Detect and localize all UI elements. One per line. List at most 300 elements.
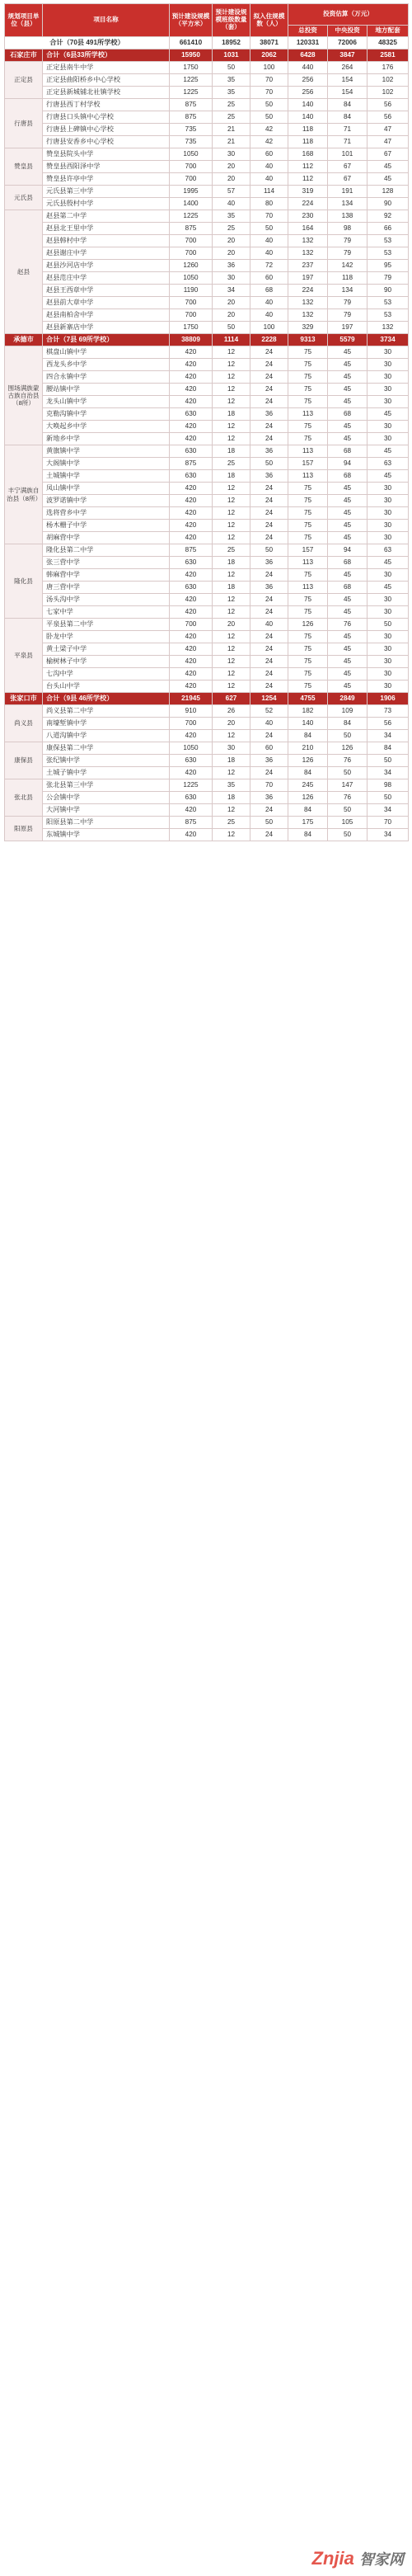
students-cell: 24 (250, 421, 288, 433)
central-cell: 76 (328, 755, 368, 767)
central-cell: 67 (328, 173, 368, 186)
classes-cell: 25 (213, 817, 250, 829)
area-cell: 420 (170, 483, 213, 495)
local-cell: 79 (368, 272, 409, 285)
region-cell: 丰宁满族自治县（8所） (5, 445, 43, 544)
area-cell: 420 (170, 730, 213, 742)
students-cell: 52 (250, 705, 288, 718)
local-cell: 128 (368, 186, 409, 198)
central-cell: 67 (328, 161, 368, 173)
area-cell: 910 (170, 705, 213, 718)
area-cell: 630 (170, 582, 213, 594)
classes-cell: 25 (213, 458, 250, 470)
local-cell: 30 (368, 359, 409, 371)
region-cell: 平泉县 (5, 619, 43, 693)
section-subtotal-total: 4755 (288, 693, 328, 705)
table-row (5, 396, 409, 408)
area-cell: 1225 (170, 779, 213, 792)
students-cell: 50 (250, 99, 288, 111)
section-subtotal-area: 21945 (170, 693, 213, 705)
students-cell: 70 (250, 779, 288, 792)
area-cell: 1750 (170, 322, 213, 334)
students-cell: 24 (250, 631, 288, 643)
section-subtotal-row (5, 693, 409, 705)
central-cell: 79 (328, 309, 368, 322)
students-cell: 40 (250, 309, 288, 322)
classes-cell: 40 (213, 198, 250, 210)
area-cell: 875 (170, 111, 213, 124)
region-cell: 张北县 (5, 779, 43, 817)
local-cell: 50 (368, 619, 409, 631)
area-cell: 420 (170, 767, 213, 779)
table-row (5, 656, 409, 668)
area-cell: 420 (170, 631, 213, 643)
students-cell: 24 (250, 346, 288, 359)
classes-cell: 18 (213, 470, 250, 483)
students-cell: 70 (250, 210, 288, 223)
central-cell: 45 (328, 483, 368, 495)
classes-cell: 20 (213, 619, 250, 631)
central-cell: 45 (328, 532, 368, 544)
total-cell: 113 (288, 445, 328, 458)
local-cell: 98 (368, 779, 409, 792)
area-cell: 630 (170, 792, 213, 804)
total-cell: 84 (288, 767, 328, 779)
students-cell: 80 (250, 198, 288, 210)
classes-cell: 26 (213, 705, 250, 718)
school-name-cell: 大阁镇中学 (43, 458, 170, 470)
students-cell: 24 (250, 507, 288, 520)
classes-cell: 12 (213, 767, 250, 779)
table-header (5, 4, 409, 37)
total-cell: 224 (288, 285, 328, 297)
table-row (5, 557, 409, 569)
students-cell: 24 (250, 656, 288, 668)
table-row (5, 87, 409, 99)
total-cell: 175 (288, 817, 328, 829)
classes-cell: 36 (213, 260, 250, 272)
table-row (5, 483, 409, 495)
table-row (5, 433, 409, 445)
section-city-label: 石家庄市 (5, 49, 43, 62)
total-cell: 319 (288, 186, 328, 198)
investment-table (4, 3, 409, 841)
students-cell: 100 (250, 322, 288, 334)
total-cell: 132 (288, 235, 328, 247)
students-cell: 24 (250, 396, 288, 408)
classes-cell: 50 (213, 62, 250, 74)
students-cell: 70 (250, 74, 288, 87)
total-cell: 256 (288, 74, 328, 87)
central-cell: 45 (328, 421, 368, 433)
classes-cell: 12 (213, 483, 250, 495)
table-row (5, 643, 409, 656)
school-name-cell: 卧龙中学 (43, 631, 170, 643)
classes-cell: 20 (213, 297, 250, 309)
students-cell: 24 (250, 643, 288, 656)
total-cell: 118 (288, 136, 328, 148)
central-cell: 50 (328, 829, 368, 841)
area-cell: 630 (170, 470, 213, 483)
school-name-cell: 康保县第二中学 (43, 742, 170, 755)
students-cell: 100 (250, 62, 288, 74)
table-row (5, 680, 409, 693)
section-city-label: 张家口市 (5, 693, 43, 705)
section-subtotal-area: 38809 (170, 334, 213, 346)
table-row (5, 730, 409, 742)
classes-cell: 30 (213, 148, 250, 161)
central-cell: 45 (328, 594, 368, 606)
school-name-cell: 台头山中学 (43, 680, 170, 693)
region-cell: 隆化县 (5, 544, 43, 619)
total-cell: 132 (288, 297, 328, 309)
central-cell: 45 (328, 520, 368, 532)
area-cell: 1225 (170, 210, 213, 223)
classes-cell: 12 (213, 495, 250, 507)
central-cell: 50 (328, 804, 368, 817)
area-cell: 735 (170, 136, 213, 148)
area-cell: 1050 (170, 148, 213, 161)
area-cell: 1750 (170, 62, 213, 74)
central-cell: 134 (328, 285, 368, 297)
local-cell: 84 (368, 742, 409, 755)
local-cell: 34 (368, 804, 409, 817)
local-cell: 30 (368, 384, 409, 396)
table-row (5, 247, 409, 260)
area-cell: 875 (170, 99, 213, 111)
table-row (5, 74, 409, 87)
local-cell: 90 (368, 285, 409, 297)
local-cell: 50 (368, 755, 409, 767)
students-cell: 36 (250, 557, 288, 569)
local-cell: 45 (368, 557, 409, 569)
students-cell: 70 (250, 87, 288, 99)
area-cell: 420 (170, 495, 213, 507)
total-cell: 140 (288, 718, 328, 730)
total-cell: 126 (288, 619, 328, 631)
students-cell: 24 (250, 532, 288, 544)
school-name-cell: 隆化县第二中学 (43, 544, 170, 557)
section-subtotal-label: 合计（9县 46所学校） (43, 693, 170, 705)
total-cell: 157 (288, 458, 328, 470)
total-cell: 84 (288, 804, 328, 817)
students-cell: 24 (250, 495, 288, 507)
table-row (5, 297, 409, 309)
section-subtotal-central: 5579 (328, 334, 368, 346)
area-cell: 1190 (170, 285, 213, 297)
watermark-brand: Znjia (311, 2548, 354, 2569)
classes-cell: 18 (213, 408, 250, 421)
section-subtotal-area: 15950 (170, 49, 213, 62)
school-name-cell: 八道沟镇中学 (43, 730, 170, 742)
students-cell: 114 (250, 186, 288, 198)
table-row (5, 594, 409, 606)
local-cell: 30 (368, 656, 409, 668)
section-subtotal-classes: 627 (213, 693, 250, 705)
total-cell: 75 (288, 371, 328, 384)
students-cell: 50 (250, 544, 288, 557)
school-name-cell: 波罗诺镇中学 (43, 495, 170, 507)
central-cell: 45 (328, 384, 368, 396)
table-row (5, 705, 409, 718)
students-cell: 24 (250, 668, 288, 680)
central-cell: 45 (328, 396, 368, 408)
school-name-cell: 赵县新寨店中学 (43, 322, 170, 334)
local-cell: 102 (368, 87, 409, 99)
section-subtotal-students: 2062 (250, 49, 288, 62)
total-cell: 113 (288, 408, 328, 421)
total-cell: 132 (288, 247, 328, 260)
area-cell: 630 (170, 445, 213, 458)
total-cell: 113 (288, 582, 328, 594)
table-row (5, 804, 409, 817)
region-cell: 行唐县 (5, 99, 43, 148)
central-cell: 154 (328, 87, 368, 99)
total-cell: 440 (288, 62, 328, 74)
classes-cell: 30 (213, 742, 250, 755)
table-row (5, 742, 409, 755)
school-name-cell: 张纪镇中学 (43, 755, 170, 767)
local-cell: 53 (368, 297, 409, 309)
header-area: 预计建设规模（平方米） (170, 4, 213, 37)
section-subtotal-label: 合计（7县 69所学校） (43, 334, 170, 346)
local-cell: 30 (368, 594, 409, 606)
school-name-cell: 胡麻营中学 (43, 532, 170, 544)
classes-cell: 18 (213, 582, 250, 594)
table-row (5, 458, 409, 470)
classes-cell: 30 (213, 272, 250, 285)
total-cell: 237 (288, 260, 328, 272)
central-cell: 154 (328, 74, 368, 87)
central-cell: 84 (328, 111, 368, 124)
local-cell: 30 (368, 346, 409, 359)
school-name-cell: 龙头山镇中学 (43, 396, 170, 408)
students-cell: 24 (250, 371, 288, 384)
local-cell: 34 (368, 767, 409, 779)
central-cell: 94 (328, 458, 368, 470)
area-cell: 1225 (170, 74, 213, 87)
school-name-cell: 赵县前大章中学 (43, 297, 170, 309)
central-cell: 68 (328, 557, 368, 569)
table-row (5, 136, 409, 148)
classes-cell: 12 (213, 532, 250, 544)
site-watermark-logo (312, 2548, 404, 2569)
total-cell: 118 (288, 124, 328, 136)
table-row (5, 322, 409, 334)
section-subtotal-central: 3847 (328, 49, 368, 62)
table-row (5, 631, 409, 643)
central-cell: 45 (328, 371, 368, 384)
classes-cell: 18 (213, 557, 250, 569)
table-row (5, 210, 409, 223)
local-cell: 30 (368, 371, 409, 384)
central-cell: 71 (328, 136, 368, 148)
area-cell: 700 (170, 718, 213, 730)
students-cell: 24 (250, 804, 288, 817)
classes-cell: 20 (213, 173, 250, 186)
header-central: 中央投资 (328, 26, 368, 37)
classes-cell: 21 (213, 124, 250, 136)
total-cell: 113 (288, 557, 328, 569)
students-cell: 36 (250, 755, 288, 767)
local-cell: 30 (368, 520, 409, 532)
area-cell: 420 (170, 594, 213, 606)
total-cell: 75 (288, 606, 328, 619)
total-cell: 75 (288, 520, 328, 532)
school-name-cell: 赵县王西章中学 (43, 285, 170, 297)
classes-cell: 35 (213, 210, 250, 223)
classes-cell: 12 (213, 346, 250, 359)
students-cell: 40 (250, 173, 288, 186)
local-cell: 50 (368, 792, 409, 804)
central-cell: 264 (328, 62, 368, 74)
school-name-cell: 元氏县殷村中学 (43, 198, 170, 210)
students-cell: 40 (250, 297, 288, 309)
classes-cell: 12 (213, 594, 250, 606)
area-cell: 700 (170, 247, 213, 260)
classes-cell: 12 (213, 804, 250, 817)
students-cell: 60 (250, 148, 288, 161)
total-cell: 132 (288, 309, 328, 322)
area-cell: 700 (170, 297, 213, 309)
area-cell: 875 (170, 817, 213, 829)
table-row (5, 582, 409, 594)
total-cell: 182 (288, 705, 328, 718)
table-row (5, 285, 409, 297)
students-cell: 50 (250, 817, 288, 829)
area-cell: 875 (170, 544, 213, 557)
classes-cell: 25 (213, 111, 250, 124)
watermark-suffix: 智家网 (359, 2551, 404, 2568)
table-row (5, 507, 409, 520)
school-name-cell: 赵县南柏舍中学 (43, 309, 170, 322)
local-cell: 90 (368, 198, 409, 210)
local-cell: 45 (368, 161, 409, 173)
school-name-cell: 赞皇县许亭中学 (43, 173, 170, 186)
table-row (5, 198, 409, 210)
total-cell: 329 (288, 322, 328, 334)
local-cell: 56 (368, 718, 409, 730)
students-cell: 24 (250, 606, 288, 619)
table-row (5, 272, 409, 285)
local-cell: 102 (368, 74, 409, 87)
students-cell: 50 (250, 458, 288, 470)
local-cell: 63 (368, 544, 409, 557)
section-subtotal-local: 2581 (368, 49, 409, 62)
school-name-cell: 唐三营中学 (43, 582, 170, 594)
students-cell: 24 (250, 680, 288, 693)
school-name-cell: 西龙头乡中学 (43, 359, 170, 371)
area-cell: 630 (170, 557, 213, 569)
central-cell: 45 (328, 433, 368, 445)
area-cell: 420 (170, 396, 213, 408)
header-name: 项目名称 (43, 4, 170, 37)
local-cell: 30 (368, 643, 409, 656)
section-subtotal-local: 1906 (368, 693, 409, 705)
central-cell: 197 (328, 322, 368, 334)
classes-cell: 12 (213, 384, 250, 396)
local-cell: 30 (368, 507, 409, 520)
area-cell: 420 (170, 569, 213, 582)
central-cell: 45 (328, 680, 368, 693)
central-cell: 105 (328, 817, 368, 829)
students-cell: 24 (250, 594, 288, 606)
local-cell: 56 (368, 99, 409, 111)
total-cell: 84 (288, 730, 328, 742)
school-name-cell: 克勒沟镇中学 (43, 408, 170, 421)
total-cell: 75 (288, 643, 328, 656)
school-name-cell: 选将营乡中学 (43, 507, 170, 520)
local-cell: 45 (368, 408, 409, 421)
header-total: 总投资 (288, 26, 328, 37)
local-cell: 53 (368, 309, 409, 322)
total-cell: 126 (288, 755, 328, 767)
table-row (5, 817, 409, 829)
classes-cell: 57 (213, 186, 250, 198)
section-subtotal-classes: 1114 (213, 334, 250, 346)
central-cell: 94 (328, 544, 368, 557)
classes-cell: 18 (213, 755, 250, 767)
table-row (5, 779, 409, 792)
classes-cell: 50 (213, 322, 250, 334)
table-row (5, 359, 409, 371)
students-cell: 24 (250, 569, 288, 582)
total-cell: 140 (288, 99, 328, 111)
school-name-cell: 正定县新城铺北社镇学校 (43, 87, 170, 99)
school-name-cell: 尚义县第二中学 (43, 705, 170, 718)
total-cell: 113 (288, 470, 328, 483)
central-cell: 191 (328, 186, 368, 198)
students-cell: 24 (250, 730, 288, 742)
total-cell: 256 (288, 87, 328, 99)
local-cell: 132 (368, 322, 409, 334)
central-cell: 79 (328, 235, 368, 247)
total-cell: 210 (288, 742, 328, 755)
total-cell: 75 (288, 359, 328, 371)
central-cell: 134 (328, 198, 368, 210)
students-cell: 40 (250, 619, 288, 631)
local-cell: 30 (368, 433, 409, 445)
table-row (5, 260, 409, 272)
total-cell: 75 (288, 346, 328, 359)
classes-cell: 18 (213, 792, 250, 804)
central-cell: 98 (328, 223, 368, 235)
school-name-cell: 榆树林子中学 (43, 656, 170, 668)
area-cell: 420 (170, 606, 213, 619)
area-cell: 420 (170, 668, 213, 680)
school-name-cell: 平泉县第二中学 (43, 619, 170, 631)
table-row (5, 62, 409, 74)
total-cell: 75 (288, 433, 328, 445)
table-row (5, 445, 409, 458)
total-cell: 112 (288, 161, 328, 173)
area-cell: 630 (170, 408, 213, 421)
table-row (5, 619, 409, 631)
area-cell: 420 (170, 371, 213, 384)
total-cell: 75 (288, 396, 328, 408)
section-subtotal-total: 9313 (288, 334, 328, 346)
header-students: 拟入住规模数（人） (250, 4, 288, 37)
local-cell: 30 (368, 680, 409, 693)
students-cell: 36 (250, 582, 288, 594)
local-cell: 47 (368, 136, 409, 148)
classes-cell: 18 (213, 445, 250, 458)
school-name-cell: 大河镇中学 (43, 804, 170, 817)
school-name-cell: 赵县范庄中学 (43, 272, 170, 285)
school-name-cell: 行唐县西丁村学校 (43, 99, 170, 111)
local-cell: 34 (368, 829, 409, 841)
local-cell: 63 (368, 458, 409, 470)
